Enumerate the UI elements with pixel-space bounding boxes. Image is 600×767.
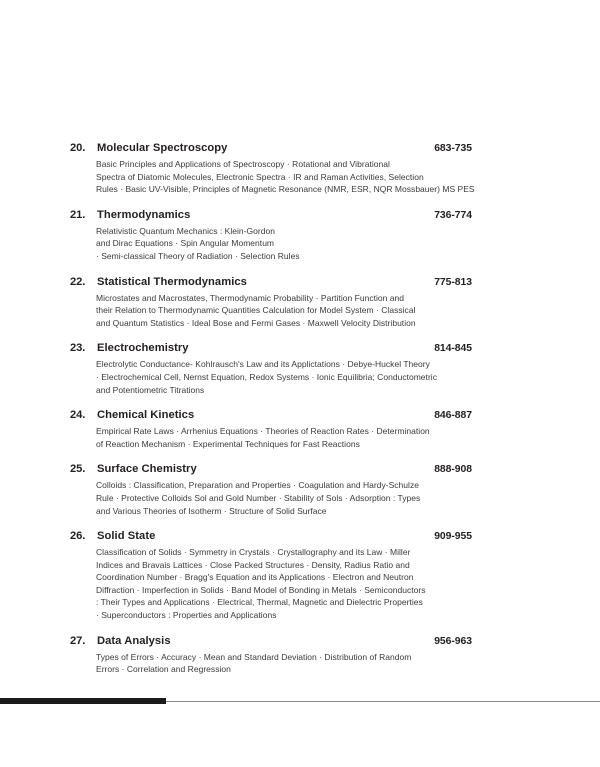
toc-entry[interactable]: [70, 409, 472, 450]
toc-entry-page-range: 814-845: [434, 343, 472, 355]
toc-entry[interactable]: [70, 463, 472, 517]
toc-entry-description-line: and Dirac Equations · Spin Angular Momentum: [96, 238, 275, 249]
toc-entry-number: 25.: [70, 463, 86, 476]
toc-entry-title[interactable]: Chemical Kinetics: [97, 409, 195, 422]
progress-fill: [0, 698, 166, 704]
toc-entry-header[interactable]: [70, 142, 472, 154]
toc-entry-header[interactable]: [70, 635, 472, 647]
toc-entry-description-line: Spectra of Diatomic Molecules, Electronic Spectra · IR and Raman Activities, Selection: [96, 171, 424, 182]
toc-entry-title[interactable]: Surface Chemistry: [97, 463, 197, 476]
toc-entry-page-range: 775-813: [434, 276, 472, 288]
toc-entry-description-line: : Their Types and Applications · Electrical, Thermal, Magnetic and Dielectric Properties: [96, 597, 423, 608]
toc-entry-number: 23.: [70, 342, 86, 355]
toc-entry-title[interactable]: Statistical Thermodynamics: [97, 275, 247, 288]
toc-entry[interactable]: [70, 530, 472, 622]
toc-entry-description: [96, 479, 470, 517]
toc-entry-description-line: Rule · Protective Colloids Sol and Gold Number · Stability of Sols · Adsorption : Types: [96, 492, 421, 503]
toc-entry-description-line: and Potentiometric Titrations: [96, 384, 205, 395]
toc-entry-page-range: 846-887: [434, 410, 472, 422]
toc-entry-description-line: Errors · Correlation and Regression: [96, 664, 231, 675]
toc-entry-page-range: 888-908: [434, 464, 472, 476]
toc-entry-page-range: 909-955: [434, 531, 472, 543]
toc-entry-description: [96, 425, 470, 450]
toc-entry-number: 20.: [70, 142, 86, 154]
toc-entry-description: [96, 225, 470, 263]
toc-entry-description-line: their Relation to Thermodynamic Quantities Calculation for Model System · Classical: [96, 305, 416, 316]
toc-entry[interactable]: [70, 209, 472, 263]
toc-entry-page-range: 956-963: [434, 635, 472, 647]
toc-entry-title[interactable]: Solid State: [97, 530, 156, 543]
toc-entry-title[interactable]: Molecular Spectroscopy: [97, 142, 228, 154]
toc-entry-description-line: Classification of Solids · Symmetry in Crystals · Crystallography and its Law · Miller: [96, 547, 411, 558]
toc-entry-header[interactable]: [70, 276, 472, 288]
toc-entry-page-range: 683-735: [434, 143, 472, 154]
toc-entry-description-line: Basic Principles and Applications of Spectroscopy · Rotational and Vibrational: [96, 159, 390, 169]
toc-entry-description-line: Rules · Basic UV-Visible, Principles of Magnetic Resonance (NMR, ESR, NQR Mossbauer) MS PES: [96, 184, 475, 195]
page-progress-bar[interactable]: [0, 698, 600, 705]
table-of-contents-list: [70, 142, 475, 689]
toc-entry-description-line: Electrolytic Conductance- Kohlrausch's Law and its Applictations · Debye-Huckel Theory: [96, 359, 430, 370]
toc-entry-number: 24.: [70, 409, 86, 422]
toc-entry[interactable]: [70, 276, 472, 330]
toc-entry-description: [96, 292, 470, 330]
toc-entry-header[interactable]: [70, 463, 472, 475]
toc-entry-description-line: Types of Errors · Accuracy · Mean and Standard Deviation · Distribution of Random: [96, 651, 412, 662]
toc-entry-description-line: Coordination Number · Bragg's Equation and its Applications · Electron and Neutron: [96, 572, 414, 583]
toc-entry-description-line: and Quantum Statistics · Ideal Bose and Fermi Gases · Maxwell Velocity Distribution: [96, 317, 416, 328]
toc-entry-title[interactable]: Electrochemistry: [97, 342, 189, 355]
toc-entry-header[interactable]: [70, 209, 472, 221]
toc-entry-description: [96, 158, 475, 196]
toc-entry-description: [96, 546, 470, 622]
toc-entry-title[interactable]: Data Analysis: [97, 634, 171, 647]
toc-entry-description-line: Indices and Bravais Lattices · Close Packed Structures · Density, Radius Ratio and: [96, 559, 410, 570]
toc-entry-description-line: Microstates and Macrostates, Thermodynamic Probability · Partition Function and: [96, 292, 405, 303]
toc-entry-description-line: · Electrochemical Cell, Nernst Equation, Redox Systems · Ionic Equilibria; Conductometric: [96, 371, 437, 382]
toc-entry-number: 22.: [70, 275, 86, 288]
toc-entry-title[interactable]: Thermodynamics: [97, 208, 191, 221]
toc-entry-number: 26.: [70, 530, 86, 543]
toc-entry-description-line: Relativistic Quantum Mechanics : Klein-Gordon: [96, 225, 276, 236]
toc-entry[interactable]: [70, 142, 475, 196]
toc-entry-description-line: of Reaction Mechanism · Experimental Techniques for Fast Reactions: [96, 438, 360, 449]
toc-entry[interactable]: [70, 635, 472, 676]
toc-entry-header[interactable]: [70, 530, 472, 542]
toc-entry-page-range: 736-774: [434, 209, 472, 221]
toc-entry-description-line: · Semi-classical Theory of Radiation · Selection Rules: [96, 250, 300, 261]
toc-entry-description-line: and Various Theories of Isotherm · Structure of Solid Surface: [96, 505, 327, 516]
toc-entry-number: 21.: [70, 208, 86, 221]
toc-entry-description-line: Empirical Rate Laws · Arrhenius Equations · Theories of Reaction Rates · Determination: [96, 426, 430, 437]
toc-entry-header[interactable]: [70, 342, 472, 354]
toc-entry-number: 27.: [70, 634, 86, 647]
toc-entry[interactable]: [70, 342, 472, 396]
toc-entry-description-line: Colloids : Classification, Preparation and Properties · Coagulation and Hardy-Schulze: [96, 480, 419, 491]
toc-entry-description-line: Diffraction · Imperfection in Solids · Band Model of Bonding in Metals · Semiconductors: [96, 584, 426, 595]
toc-entry-header[interactable]: [70, 409, 472, 421]
toc-entry-description: [96, 358, 470, 396]
toc-entry-description-line: · Superconductors : Properties and Applications: [96, 610, 277, 621]
toc-entry-description: [96, 651, 470, 676]
